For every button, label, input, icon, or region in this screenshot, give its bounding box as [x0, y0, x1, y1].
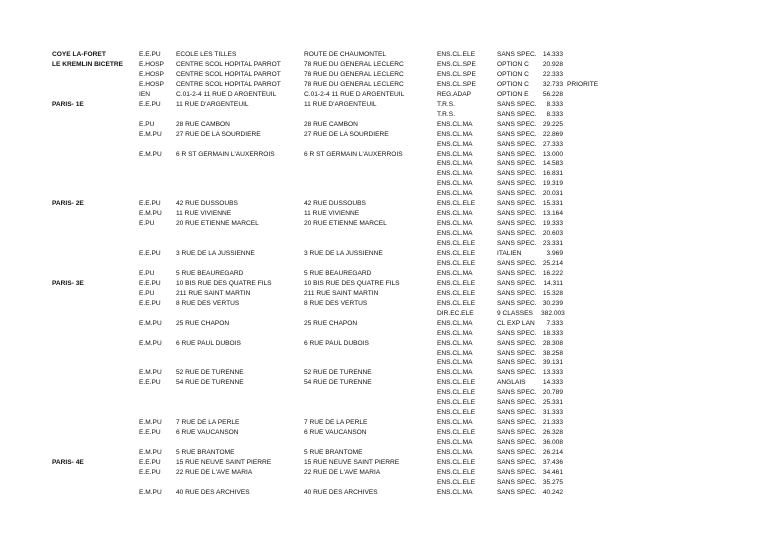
speciality-cell: SANS SPEC. [497, 110, 537, 118]
school-name-cell: 42 RUE DUSSOUBS [176, 200, 238, 208]
points-cell: 26.214 [542, 449, 563, 456]
points-cell: 14.333 [542, 51, 563, 58]
address-cell: 25 RUE CHAPON [304, 319, 358, 327]
points-cell: 27.333 [542, 140, 563, 148]
points-cell: 18.333 [542, 329, 563, 337]
table-row [0, 289, 768, 299]
speciality-cell: CL EXP LAN [497, 319, 535, 327]
points-cell: 382.003 [541, 309, 565, 317]
address-cell: 78 RUE DU GENERAL LECLERC [304, 80, 404, 88]
speciality-cell: SANS SPEC. [497, 458, 537, 466]
points-cell: 13.164 [542, 210, 563, 218]
etab-type-cell: E.M.PU [139, 210, 162, 218]
points-cell: 8.333 [546, 100, 563, 108]
table-row [0, 219, 768, 229]
address-cell: 52 RUE DE TURENNE [304, 369, 372, 377]
points-cell: 35.275 [542, 478, 563, 486]
post-type-cell: ENS.CL.ELE [437, 250, 476, 257]
table-row [0, 468, 768, 478]
table-row [0, 319, 768, 329]
speciality-cell: SANS SPEC. [497, 468, 537, 476]
post-type-cell: ENS.CL.MA [437, 419, 473, 427]
address-cell: 5 RUE BRANTOME [304, 449, 363, 456]
points-cell: 15.331 [542, 200, 563, 208]
table-row [0, 140, 768, 150]
table-row [0, 458, 768, 468]
address-cell: 20 RUE ETIENNE MARCEL [304, 220, 387, 228]
post-type-cell: ENS.CL.MA [437, 220, 473, 228]
table-row [0, 269, 768, 279]
address-cell: 42 RUE DUSSOUBS [304, 200, 366, 208]
points-cell: 38.258 [542, 349, 563, 357]
table-row [0, 488, 768, 498]
address-cell: 11 RUE VIVIENNE [304, 210, 360, 218]
address-cell: 11 RUE D'ARGENTEUIL [304, 100, 377, 108]
school-name-cell: CENTRE SCOL HOPITAL PARROT [176, 60, 281, 68]
school-name-cell: 54 RUE DE TURENNE [176, 379, 244, 387]
table-row [0, 408, 768, 418]
address-cell: 78 RUE DU GENERAL LECLERC [304, 60, 404, 68]
post-type-cell: ENS.CL.MA [437, 449, 473, 456]
post-type-cell: ENS.CL.MA [437, 170, 473, 178]
table-row [0, 418, 768, 428]
table-row [0, 159, 768, 169]
points-cell: 13.000 [542, 150, 563, 158]
address-cell: 6 R ST GERMAIN L'AUXERROIS [304, 150, 403, 158]
post-type-cell: ENS.CL.ELE [437, 478, 476, 486]
post-type-cell: ENS.CL.MA [437, 319, 473, 327]
speciality-cell: SANS SPEC. [497, 240, 537, 248]
table-row [0, 209, 768, 219]
table-row [0, 279, 768, 289]
etab-type-cell: E.PU [139, 289, 155, 297]
address-cell: ROUTE DE CHAUMONTEL [304, 51, 387, 58]
speciality-cell: SANS SPEC. [497, 160, 537, 168]
table-row [0, 229, 768, 239]
post-type-cell: REG.ADAP [437, 90, 472, 98]
speciality-cell: OPTION C [497, 60, 529, 68]
speciality-cell: SANS SPEC. [497, 120, 537, 128]
table-row [0, 398, 768, 408]
speciality-cell: SANS SPEC. [497, 409, 537, 417]
table-row [0, 189, 768, 199]
etab-type-cell: E.PU [139, 120, 155, 128]
points-cell: 23.331 [542, 240, 563, 248]
speciality-cell: SANS SPEC. [497, 349, 537, 357]
commune-cell: PARIS- 3E [52, 279, 84, 287]
table-row [0, 329, 768, 339]
school-name-cell: 52 RUE DE TURENNE [176, 369, 244, 377]
points-cell: 20.031 [542, 190, 563, 198]
speciality-cell: ANGLAIS [497, 379, 526, 387]
points-cell: 29.225 [542, 120, 563, 128]
post-type-cell: T.R.S. [437, 100, 455, 108]
school-name-cell: 27 RUE DE LA SOURDIERE [176, 130, 261, 138]
table-row [0, 50, 768, 60]
address-cell: 27 RUE DE LA SOURDIERE [304, 130, 389, 138]
post-type-cell: ENS.CL.MA [437, 349, 473, 357]
address-cell: 6 RUE PAUL DUBOIS [304, 339, 369, 347]
school-name-cell: 6 RUE VAUCANSON [176, 429, 239, 437]
table-row [0, 239, 768, 249]
post-type-cell: ENS.CL.ELE [437, 458, 476, 466]
speciality-cell: SANS SPEC. [497, 140, 537, 148]
etab-type-cell: E.M.PU [139, 339, 162, 347]
etab-type-cell: E.PU [139, 220, 155, 228]
speciality-cell: SANS SPEC. [497, 329, 537, 337]
speciality-cell: SANS SPEC. [497, 429, 537, 437]
table-row [0, 90, 768, 100]
address-cell: 40 RUE DES ARCHIVES [304, 488, 378, 496]
school-name-cell: 6 RUE PAUL DUBOIS [176, 339, 241, 347]
etab-type-cell: E.M.PU [139, 150, 162, 158]
speciality-cell: SANS SPEC. [497, 230, 537, 238]
etab-type-cell: E.E.PU [139, 468, 161, 476]
post-type-cell: ENS.CL.ELE [437, 389, 476, 397]
school-name-cell: 5 RUE BEAUREGARD [176, 269, 244, 277]
etab-type-cell: E.M.PU [139, 449, 162, 456]
speciality-cell: 9 CLASSES [497, 309, 533, 317]
speciality-cell: SANS SPEC. [497, 359, 537, 367]
post-type-cell: ENS.CL.ELE [437, 279, 476, 287]
school-name-cell: 40 RUE DES ARCHIVES [176, 488, 250, 496]
table-row [0, 150, 768, 160]
speciality-cell: SANS SPEC. [497, 100, 537, 108]
points-cell: 7.333 [546, 319, 563, 327]
address-cell: 8 RUE DES VERTUS [304, 299, 368, 307]
points-cell: 3.969 [546, 250, 563, 257]
table-row [0, 60, 768, 70]
commune-cell: COYE LA-FORET [52, 51, 106, 58]
table-row [0, 169, 768, 179]
post-type-cell: ENS.CL.MA [437, 339, 473, 347]
points-cell: 22.333 [542, 70, 563, 78]
table-row [0, 358, 768, 368]
etab-type-cell: E.E.PU [139, 279, 161, 287]
points-cell: 13.333 [542, 369, 563, 377]
post-type-cell: ENS.CL.SPE [437, 60, 476, 68]
post-type-cell: ENS.CL.ELE [437, 289, 476, 297]
post-type-cell: ENS.CL.ELE [437, 399, 476, 407]
post-type-cell: ENS.CL.ELE [437, 379, 476, 387]
speciality-cell: SANS SPEC. [497, 150, 537, 158]
post-type-cell: ENS.CL.MA [437, 329, 473, 337]
speciality-cell: SANS SPEC. [497, 449, 537, 456]
school-name-cell: 5 RUE BRANTOME [176, 449, 235, 456]
post-type-cell: ENS.CL.MA [437, 150, 473, 158]
post-type-cell: T.R.S. [437, 110, 455, 118]
post-type-cell: ENS.CL.ELE [437, 240, 476, 248]
speciality-cell: SANS SPEC. [497, 200, 537, 208]
school-name-cell: 22 RUE DE L'AVE MARIA [176, 468, 253, 476]
table-row [0, 70, 768, 80]
speciality-cell: SANS SPEC. [497, 269, 537, 277]
school-name-cell: 28 RUE CAMBON [176, 120, 230, 128]
speciality-cell: SANS SPEC. [497, 190, 537, 198]
priority-cell: PRIORITE [567, 80, 599, 88]
points-cell: 32.733 [542, 80, 563, 88]
speciality-cell: SANS SPEC. [497, 439, 537, 447]
points-cell: 20.789 [542, 389, 563, 397]
commune-cell: PARIS- 4E [52, 458, 84, 466]
post-type-cell: ENS.CL.ELE [437, 51, 476, 58]
points-cell: 14.583 [542, 160, 563, 168]
table-row [0, 259, 768, 269]
etab-type-cell: E.M.PU [139, 419, 162, 427]
table-row [0, 448, 768, 458]
post-type-cell: ENS.CL.ELE [437, 468, 476, 476]
table-row [0, 478, 768, 488]
speciality-cell: SANS SPEC. [497, 170, 537, 178]
points-cell: 40.242 [542, 488, 563, 496]
post-type-cell: ENS.CL.MA [437, 439, 473, 447]
table-row [0, 120, 768, 130]
school-name-cell: CENTRE SCOL HOPITAL PARROT [176, 80, 281, 88]
points-cell: 28.308 [542, 339, 563, 347]
school-name-cell: 10 BIS RUE DES QUATRE FILS [176, 279, 272, 287]
etab-type-cell: E.PU [139, 269, 155, 277]
points-cell: 36.008 [542, 439, 563, 447]
speciality-cell: SANS SPEC. [497, 488, 537, 496]
points-cell: 14.311 [543, 279, 563, 287]
points-cell: 30.239 [542, 299, 563, 307]
school-name-cell: 11 RUE VIVIENNE [176, 210, 232, 218]
post-type-cell: ENS.CL.ELE [437, 200, 476, 208]
school-name-cell: 15 RUE NEUVE SAINT PIERRE [176, 458, 272, 466]
post-type-cell: ENS.CL.MA [437, 160, 473, 168]
points-cell: 15.328 [542, 289, 563, 297]
post-type-cell: ENS.CL.MA [437, 190, 473, 198]
address-cell: 5 RUE BEAUREGARD [304, 269, 372, 277]
etab-type-cell: IEN [139, 90, 150, 98]
table-row [0, 80, 768, 90]
post-type-cell: ENS.CL.ELE [437, 259, 476, 267]
address-cell: 7 RUE DE LA PERLE [304, 419, 368, 427]
table-row [0, 368, 768, 378]
post-type-cell: ENS.CL.MA [437, 359, 473, 367]
points-cell: 25.331 [542, 399, 563, 407]
table-row [0, 378, 768, 388]
table-row [0, 110, 768, 120]
address-cell: 22 RUE DE L'AVE MARIA [304, 468, 381, 476]
speciality-cell: ITALIEN [497, 250, 522, 257]
post-type-cell: ENS.CL.ELE [437, 429, 476, 437]
post-type-cell: ENS.CL.MA [437, 210, 473, 218]
speciality-cell: SANS SPEC. [497, 210, 537, 218]
post-type-cell: ENS.CL.MA [437, 180, 473, 188]
post-type-cell: ENS.CL.MA [437, 230, 473, 238]
points-cell: 16.831 [542, 170, 563, 178]
school-name-cell: 3 RUE DE LA JUSSIENNE [176, 250, 255, 257]
speciality-cell: SANS SPEC. [497, 289, 537, 297]
speciality-cell: SANS SPEC. [497, 399, 537, 407]
points-cell: 19.319 [542, 180, 563, 188]
points-cell: 26.328 [542, 429, 563, 437]
school-name-cell: ECOLE LES TILLES [176, 51, 237, 58]
points-cell: 8.333 [546, 110, 563, 118]
points-cell: 25.214 [542, 259, 563, 267]
school-name-cell: 20 RUE ETIENNE MARCEL [176, 220, 259, 228]
speciality-cell: SANS SPEC. [497, 419, 537, 427]
etab-type-cell: E.E.PU [139, 299, 161, 307]
points-cell: 20.603 [542, 230, 563, 238]
speciality-cell: SANS SPEC. [497, 51, 537, 58]
post-type-cell: ENS.CL.MA [437, 140, 473, 148]
table-row [0, 100, 768, 110]
etab-type-cell: E.E.PU [139, 100, 161, 108]
points-cell: 34.461 [542, 468, 563, 476]
post-type-cell: ENS.CL.MA [437, 488, 473, 496]
speciality-cell: SANS SPEC. [497, 130, 537, 138]
post-type-cell: ENS.CL.SPE [437, 70, 476, 78]
speciality-cell: SANS SPEC. [497, 180, 537, 188]
points-cell: 39.131 [542, 359, 563, 367]
table-row [0, 428, 768, 438]
points-cell: 37.436 [542, 458, 563, 466]
post-type-cell: ENS.CL.ELE [437, 409, 476, 417]
table-row [0, 438, 768, 448]
table-row [0, 339, 768, 349]
school-name-cell: 8 RUE DES VERTUS [176, 299, 240, 307]
points-cell: 31.333 [542, 409, 563, 417]
points-cell: 19.333 [542, 220, 563, 228]
school-name-cell: 11 RUE D'ARGENTEUIL [176, 100, 249, 108]
speciality-cell: OPTION C [497, 70, 529, 78]
school-name-cell: 6 R ST GERMAIN L'AUXERROIS [176, 150, 275, 158]
points-cell: 14.333 [542, 379, 563, 387]
post-type-cell: ENS.CL.MA [437, 130, 473, 138]
post-type-cell: ENS.CL.MA [437, 269, 473, 277]
etab-type-cell: E.E.PU [139, 458, 161, 466]
table-row [0, 249, 768, 259]
etab-type-cell: E.M.PU [139, 488, 162, 496]
address-cell: 10 BIS RUE DES QUATRE FILS [304, 279, 400, 287]
speciality-cell: SANS SPEC. [497, 259, 537, 267]
address-cell: C.01-2-4 11 RUE D ARGENTEUIL [304, 90, 405, 98]
school-name-cell: CENTRE SCOL HOPITAL PARROT [176, 70, 281, 78]
table-row [0, 309, 768, 319]
points-cell: 22.869 [542, 130, 563, 138]
post-type-cell: ENS.CL.MA [437, 120, 473, 128]
speciality-cell: SANS SPEC. [497, 369, 537, 377]
address-cell: 28 RUE CAMBON [304, 120, 358, 128]
speciality-cell: SANS SPEC. [497, 478, 537, 486]
etab-type-cell: E.HOSP [139, 60, 164, 68]
address-cell: 3 RUE DE LA JUSSIENNE [304, 250, 383, 257]
table-row [0, 179, 768, 189]
school-name-cell: 25 RUE CHAPON [176, 319, 230, 327]
etab-type-cell: E.HOSP [139, 70, 164, 78]
commune-cell: LE KREMLIN BICETRE [52, 60, 124, 68]
speciality-cell: SANS SPEC. [497, 339, 537, 347]
speciality-cell: OPTION C [497, 80, 529, 88]
speciality-cell: SANS SPEC. [497, 279, 537, 287]
post-type-cell: ENS.CL.SPE [437, 80, 476, 88]
points-cell: 20.928 [542, 60, 563, 68]
address-cell: 211 RUE SAINT MARTIN [304, 289, 379, 297]
address-cell: 15 RUE NEUVE SAINT PIERRE [304, 458, 400, 466]
table-row [0, 349, 768, 359]
etab-type-cell: E.HOSP [139, 80, 164, 88]
table-row [0, 299, 768, 309]
etab-type-cell: E.E.PU [139, 379, 161, 387]
etab-type-cell: E.M.PU [139, 319, 162, 327]
speciality-cell: SANS SPEC. [497, 299, 537, 307]
etab-type-cell: E.E.PU [139, 250, 161, 257]
speciality-cell: OPTION E [497, 90, 529, 98]
table-row [0, 130, 768, 140]
school-name-cell: 7 RUE DE LA PERLE [176, 419, 240, 427]
speciality-cell: SANS SPEC. [497, 389, 537, 397]
commune-cell: PARIS- 2E [52, 200, 84, 208]
points-cell: 56.228 [542, 90, 563, 98]
etab-type-cell: E.E.PU [139, 51, 161, 58]
points-cell: 16.222 [542, 269, 563, 277]
address-cell: 6 RUE VAUCANSON [304, 429, 367, 437]
post-type-cell: DIR.EC.ELE [437, 309, 474, 317]
address-cell: 78 RUE DU GENERAL LECLERC [304, 70, 404, 78]
commune-cell: PARIS- 1E [52, 100, 84, 108]
address-cell: 54 RUE DE TURENNE [304, 379, 372, 387]
post-type-cell: ENS.CL.ELE [437, 299, 476, 307]
table-row [0, 199, 768, 209]
speciality-cell: SANS SPEC. [497, 220, 537, 228]
etab-type-cell: E.E.PU [139, 200, 161, 208]
school-name-cell: C.01-2-4 11 RUE D ARGENTEUIL [176, 90, 277, 98]
etab-type-cell: E.M.PU [139, 130, 162, 138]
etab-type-cell: E.M.PU [139, 369, 162, 377]
table-row [0, 388, 768, 398]
points-cell: 21.333 [542, 419, 563, 427]
etab-type-cell: E.E.PU [139, 429, 161, 437]
school-name-cell: 211 RUE SAINT MARTIN [176, 289, 251, 297]
post-type-cell: ENS.CL.MA [437, 369, 473, 377]
